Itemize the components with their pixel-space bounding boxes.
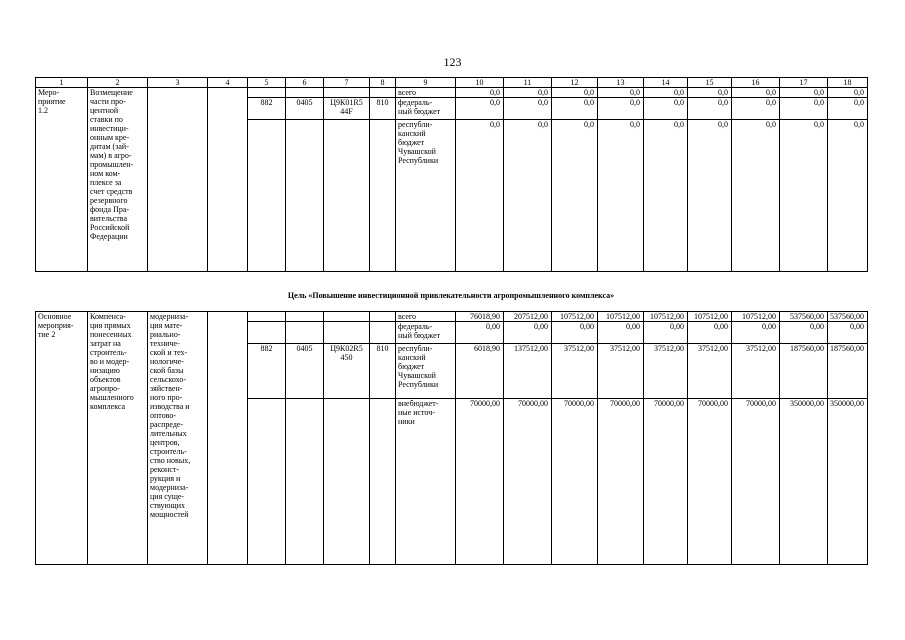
column-number-8: 8 <box>370 78 396 88</box>
value-cell: 0,00 <box>688 322 732 344</box>
text-line: Ц9К01R5 <box>330 98 363 107</box>
value-cell: 0,0 <box>598 98 644 120</box>
table-row <box>36 312 868 322</box>
value-cell: 0,00 <box>828 322 868 344</box>
event-cell <box>36 312 88 565</box>
value-cell: 0,0 <box>688 98 732 120</box>
text-line: ция прямых <box>90 321 131 330</box>
event-cell <box>36 88 88 272</box>
empty-cell <box>324 312 370 322</box>
text-line: мышленного <box>90 393 134 402</box>
column-number-9: 9 <box>396 78 456 88</box>
text-line: мероприя- <box>38 321 74 330</box>
empty-cell <box>148 88 208 272</box>
text-line: ные источ- <box>398 408 435 417</box>
value-cell: 0,0 <box>552 88 598 98</box>
text-line: республи- <box>398 344 433 353</box>
value-cell: 0,0 <box>688 120 732 272</box>
text-line: комплекса <box>90 402 126 411</box>
text-line: федераль- <box>398 322 433 331</box>
column-number-16: 16 <box>732 78 780 88</box>
text-line: Основное <box>38 312 72 321</box>
event-title-cell <box>88 312 148 565</box>
value-cell: 0,0 <box>828 88 868 98</box>
text-line: ном ком- <box>90 169 121 178</box>
text-line: промышлен- <box>90 160 134 169</box>
text-line: Ц9К02R5 <box>330 344 363 353</box>
text-line: риально- <box>150 330 181 339</box>
column-number-10: 10 <box>456 78 504 88</box>
code-cell: 810 <box>370 98 396 120</box>
text-line: бюджет <box>398 138 425 147</box>
text-line: ской и тех- <box>150 348 188 357</box>
text-line: ция мате- <box>150 321 183 330</box>
value-cell: 0,0 <box>598 120 644 272</box>
value-cell: 70000,00 <box>552 399 598 565</box>
column-number-1: 1 <box>36 78 88 88</box>
value-cell: 0,0 <box>552 98 598 120</box>
empty-cell <box>370 312 396 322</box>
text-line: приятие <box>38 97 66 106</box>
text-line: центной <box>90 106 119 115</box>
text-line: счет средств <box>90 187 133 196</box>
value-cell: 350000,00 <box>828 399 868 565</box>
column-number-4: 4 <box>208 78 248 88</box>
code-cell <box>324 344 370 399</box>
text-line: ный бюджет <box>398 107 441 116</box>
value-cell: 0,0 <box>828 120 868 272</box>
text-line: изводства и <box>150 402 190 411</box>
text-line: ской базы <box>150 366 184 375</box>
text-line: оптово- <box>150 411 177 420</box>
column-number-13: 13 <box>598 78 644 88</box>
text-line: Российской <box>90 223 130 232</box>
empty-cell <box>370 120 396 272</box>
empty-cell <box>248 88 286 98</box>
text-line: Чувашской <box>398 371 436 380</box>
value-cell: 0,0 <box>644 88 688 98</box>
value-cell: 350000,00 <box>780 399 828 565</box>
text-line: затрат на <box>90 339 121 348</box>
code-cell: 0405 <box>286 344 324 399</box>
value-cell: 37512,00 <box>644 344 688 399</box>
text-line: канский <box>398 129 426 138</box>
empty-cell <box>324 120 370 272</box>
value-cell: 0,00 <box>552 322 598 344</box>
text-line: техниче- <box>150 339 180 348</box>
column-number-12: 12 <box>552 78 598 88</box>
value-cell: 0,0 <box>732 120 780 272</box>
value-cell: 187560,00 <box>828 344 868 399</box>
text-line: распреде- <box>150 420 184 429</box>
text-line: ного про- <box>150 393 183 402</box>
empty-cell <box>370 322 396 344</box>
empty-cell <box>248 399 286 565</box>
text-line: части про- <box>90 97 126 106</box>
text-line: лительных <box>150 429 187 438</box>
text-line: центров, <box>150 438 180 447</box>
text-line: резервного <box>90 196 128 205</box>
text-line: Республики <box>398 156 439 165</box>
text-line: сельскохо- <box>150 375 187 384</box>
value-cell: 76018,90 <box>456 312 504 322</box>
text-line: ный бюджет <box>398 331 441 340</box>
text-line: Возмещение <box>90 88 133 97</box>
value-cell: 0,0 <box>504 120 552 272</box>
event-title-cell <box>88 88 148 272</box>
text-line: плексе за <box>90 178 122 187</box>
value-cell: 0,0 <box>644 98 688 120</box>
text-line: модерниза- <box>150 483 189 492</box>
value-cell: 0,00 <box>780 322 828 344</box>
value-cell: 70000,00 <box>504 399 552 565</box>
value-cell: 0,0 <box>456 88 504 98</box>
text-line: рукция и <box>150 474 181 483</box>
value-cell: 537560,00 <box>780 312 828 322</box>
text-line: нологиче- <box>150 357 184 366</box>
value-cell: 0,0 <box>732 88 780 98</box>
source-cell <box>396 312 456 322</box>
value-cell: 0,0 <box>780 88 828 98</box>
text-line: бюджет <box>398 362 425 371</box>
value-cell: 0,0 <box>780 98 828 120</box>
text-line: 44F <box>340 107 353 116</box>
text-line: ство новых, <box>150 456 191 465</box>
empty-cell <box>286 88 324 98</box>
column-number-18: 18 <box>828 78 868 88</box>
empty-cell <box>324 399 370 565</box>
text-line: низацию <box>90 366 120 375</box>
budget-table-bottom <box>35 311 868 565</box>
value-cell: 37512,00 <box>688 344 732 399</box>
value-cell: 0,0 <box>828 98 868 120</box>
text-line: ция суще- <box>150 492 185 501</box>
code-cell: 810 <box>370 344 396 399</box>
value-cell: 70000,00 <box>644 399 688 565</box>
value-cell: 0,00 <box>644 322 688 344</box>
text-line: модерниза- <box>150 312 189 321</box>
column-number-5: 5 <box>248 78 286 88</box>
code-cell: 882 <box>248 344 286 399</box>
empty-cell <box>248 120 286 272</box>
value-cell: 0,00 <box>504 322 552 344</box>
empty-cell <box>286 312 324 322</box>
text-line: Компенса- <box>90 312 126 321</box>
text-line: зяйствен- <box>150 384 183 393</box>
text-line: всего <box>398 312 417 321</box>
empty-cell <box>286 399 324 565</box>
source-cell <box>396 98 456 120</box>
value-cell: 0,00 <box>732 322 780 344</box>
value-cell: 0,0 <box>504 88 552 98</box>
column-number-7: 7 <box>324 78 370 88</box>
value-cell: 107512,00 <box>688 312 732 322</box>
value-cell: 70000,00 <box>732 399 780 565</box>
text-line: строитель- <box>150 447 187 456</box>
empty-cell <box>324 88 370 98</box>
empty-cell <box>248 312 286 322</box>
text-line: 450 <box>340 353 353 362</box>
value-cell: 187560,00 <box>780 344 828 399</box>
value-cell: 37512,00 <box>552 344 598 399</box>
code-cell: 882 <box>248 98 286 120</box>
text-line: фонда Пра- <box>90 205 130 214</box>
text-line: федераль- <box>398 98 433 107</box>
value-cell: 37512,00 <box>598 344 644 399</box>
column-number-11: 11 <box>504 78 552 88</box>
value-cell: 107512,00 <box>598 312 644 322</box>
column-number-row <box>36 78 868 88</box>
text-line: канский <box>398 353 426 362</box>
event-description-cell <box>148 312 208 565</box>
text-line: Республики <box>398 380 439 389</box>
value-cell: 107512,00 <box>552 312 598 322</box>
text-line: внебюджет- <box>398 399 439 408</box>
empty-cell <box>370 88 396 98</box>
value-cell: 0,0 <box>504 98 552 120</box>
text-line: всего <box>398 88 417 97</box>
value-cell: 537560,00 <box>828 312 868 322</box>
column-number-2: 2 <box>88 78 148 88</box>
value-cell: 0,0 <box>644 120 688 272</box>
code-cell: 0405 <box>286 98 324 120</box>
empty-cell <box>286 322 324 344</box>
column-number-6: 6 <box>286 78 324 88</box>
text-line: 1.2 <box>38 106 48 115</box>
empty-cell <box>370 399 396 565</box>
value-cell: 37512,00 <box>732 344 780 399</box>
source-cell <box>396 344 456 399</box>
empty-cell <box>324 322 370 344</box>
page-number: 123 <box>443 55 462 69</box>
goal-heading: Цель «Повышение инвестиционной привлекательности агропромышленного комплекса» <box>287 291 615 300</box>
value-cell: 107512,00 <box>644 312 688 322</box>
value-cell: 70000,00 <box>688 399 732 565</box>
budget-table-top <box>35 77 868 272</box>
column-number-3: 3 <box>148 78 208 88</box>
text-line: дитам (зай- <box>90 142 129 151</box>
empty-cell <box>286 120 324 272</box>
text-line: вительства <box>90 214 128 223</box>
text-line: республи- <box>398 120 433 129</box>
text-line: мощностей <box>150 510 189 519</box>
value-cell: 0,0 <box>456 120 504 272</box>
value-cell: 0,0 <box>456 98 504 120</box>
text-line: ники <box>398 417 415 426</box>
source-cell <box>396 322 456 344</box>
empty-cell <box>248 322 286 344</box>
source-cell <box>396 399 456 565</box>
value-cell: 0,0 <box>552 120 598 272</box>
text-line: строитель- <box>90 348 127 357</box>
value-cell: 0,00 <box>456 322 504 344</box>
empty-cell <box>208 312 248 565</box>
text-line: ствующих <box>150 501 185 510</box>
value-cell: 207512,00 <box>504 312 552 322</box>
value-cell: 70000,00 <box>598 399 644 565</box>
value-cell: 0,0 <box>732 98 780 120</box>
text-line: Меро- <box>38 88 60 97</box>
column-number-15: 15 <box>688 78 732 88</box>
value-cell: 0,0 <box>780 120 828 272</box>
value-cell: 137512,00 <box>504 344 552 399</box>
text-line: Чувашской <box>398 147 436 156</box>
text-line: инвестици- <box>90 124 129 133</box>
text-line: понесенных <box>90 330 132 339</box>
text-line: во и модер- <box>90 357 130 366</box>
empty-cell <box>208 88 248 272</box>
text-line: мам) в агро- <box>90 151 132 160</box>
text-line: ставки по <box>90 115 123 124</box>
table-row <box>36 88 868 98</box>
value-cell: 0,0 <box>598 88 644 98</box>
value-cell: 0,00 <box>598 322 644 344</box>
text-line: объектов <box>90 375 121 384</box>
value-cell: 107512,00 <box>732 312 780 322</box>
text-line: онным кре- <box>90 133 130 142</box>
code-cell <box>324 98 370 120</box>
text-line: тие 2 <box>38 330 56 339</box>
text-line: реконст- <box>150 465 180 474</box>
source-cell <box>396 88 456 98</box>
text-line: Федерации <box>90 232 128 241</box>
value-cell: 6018,90 <box>456 344 504 399</box>
column-number-17: 17 <box>780 78 828 88</box>
text-line: агропро- <box>90 384 120 393</box>
source-cell <box>396 120 456 272</box>
column-number-14: 14 <box>644 78 688 88</box>
value-cell: 70000,00 <box>456 399 504 565</box>
value-cell: 0,0 <box>688 88 732 98</box>
